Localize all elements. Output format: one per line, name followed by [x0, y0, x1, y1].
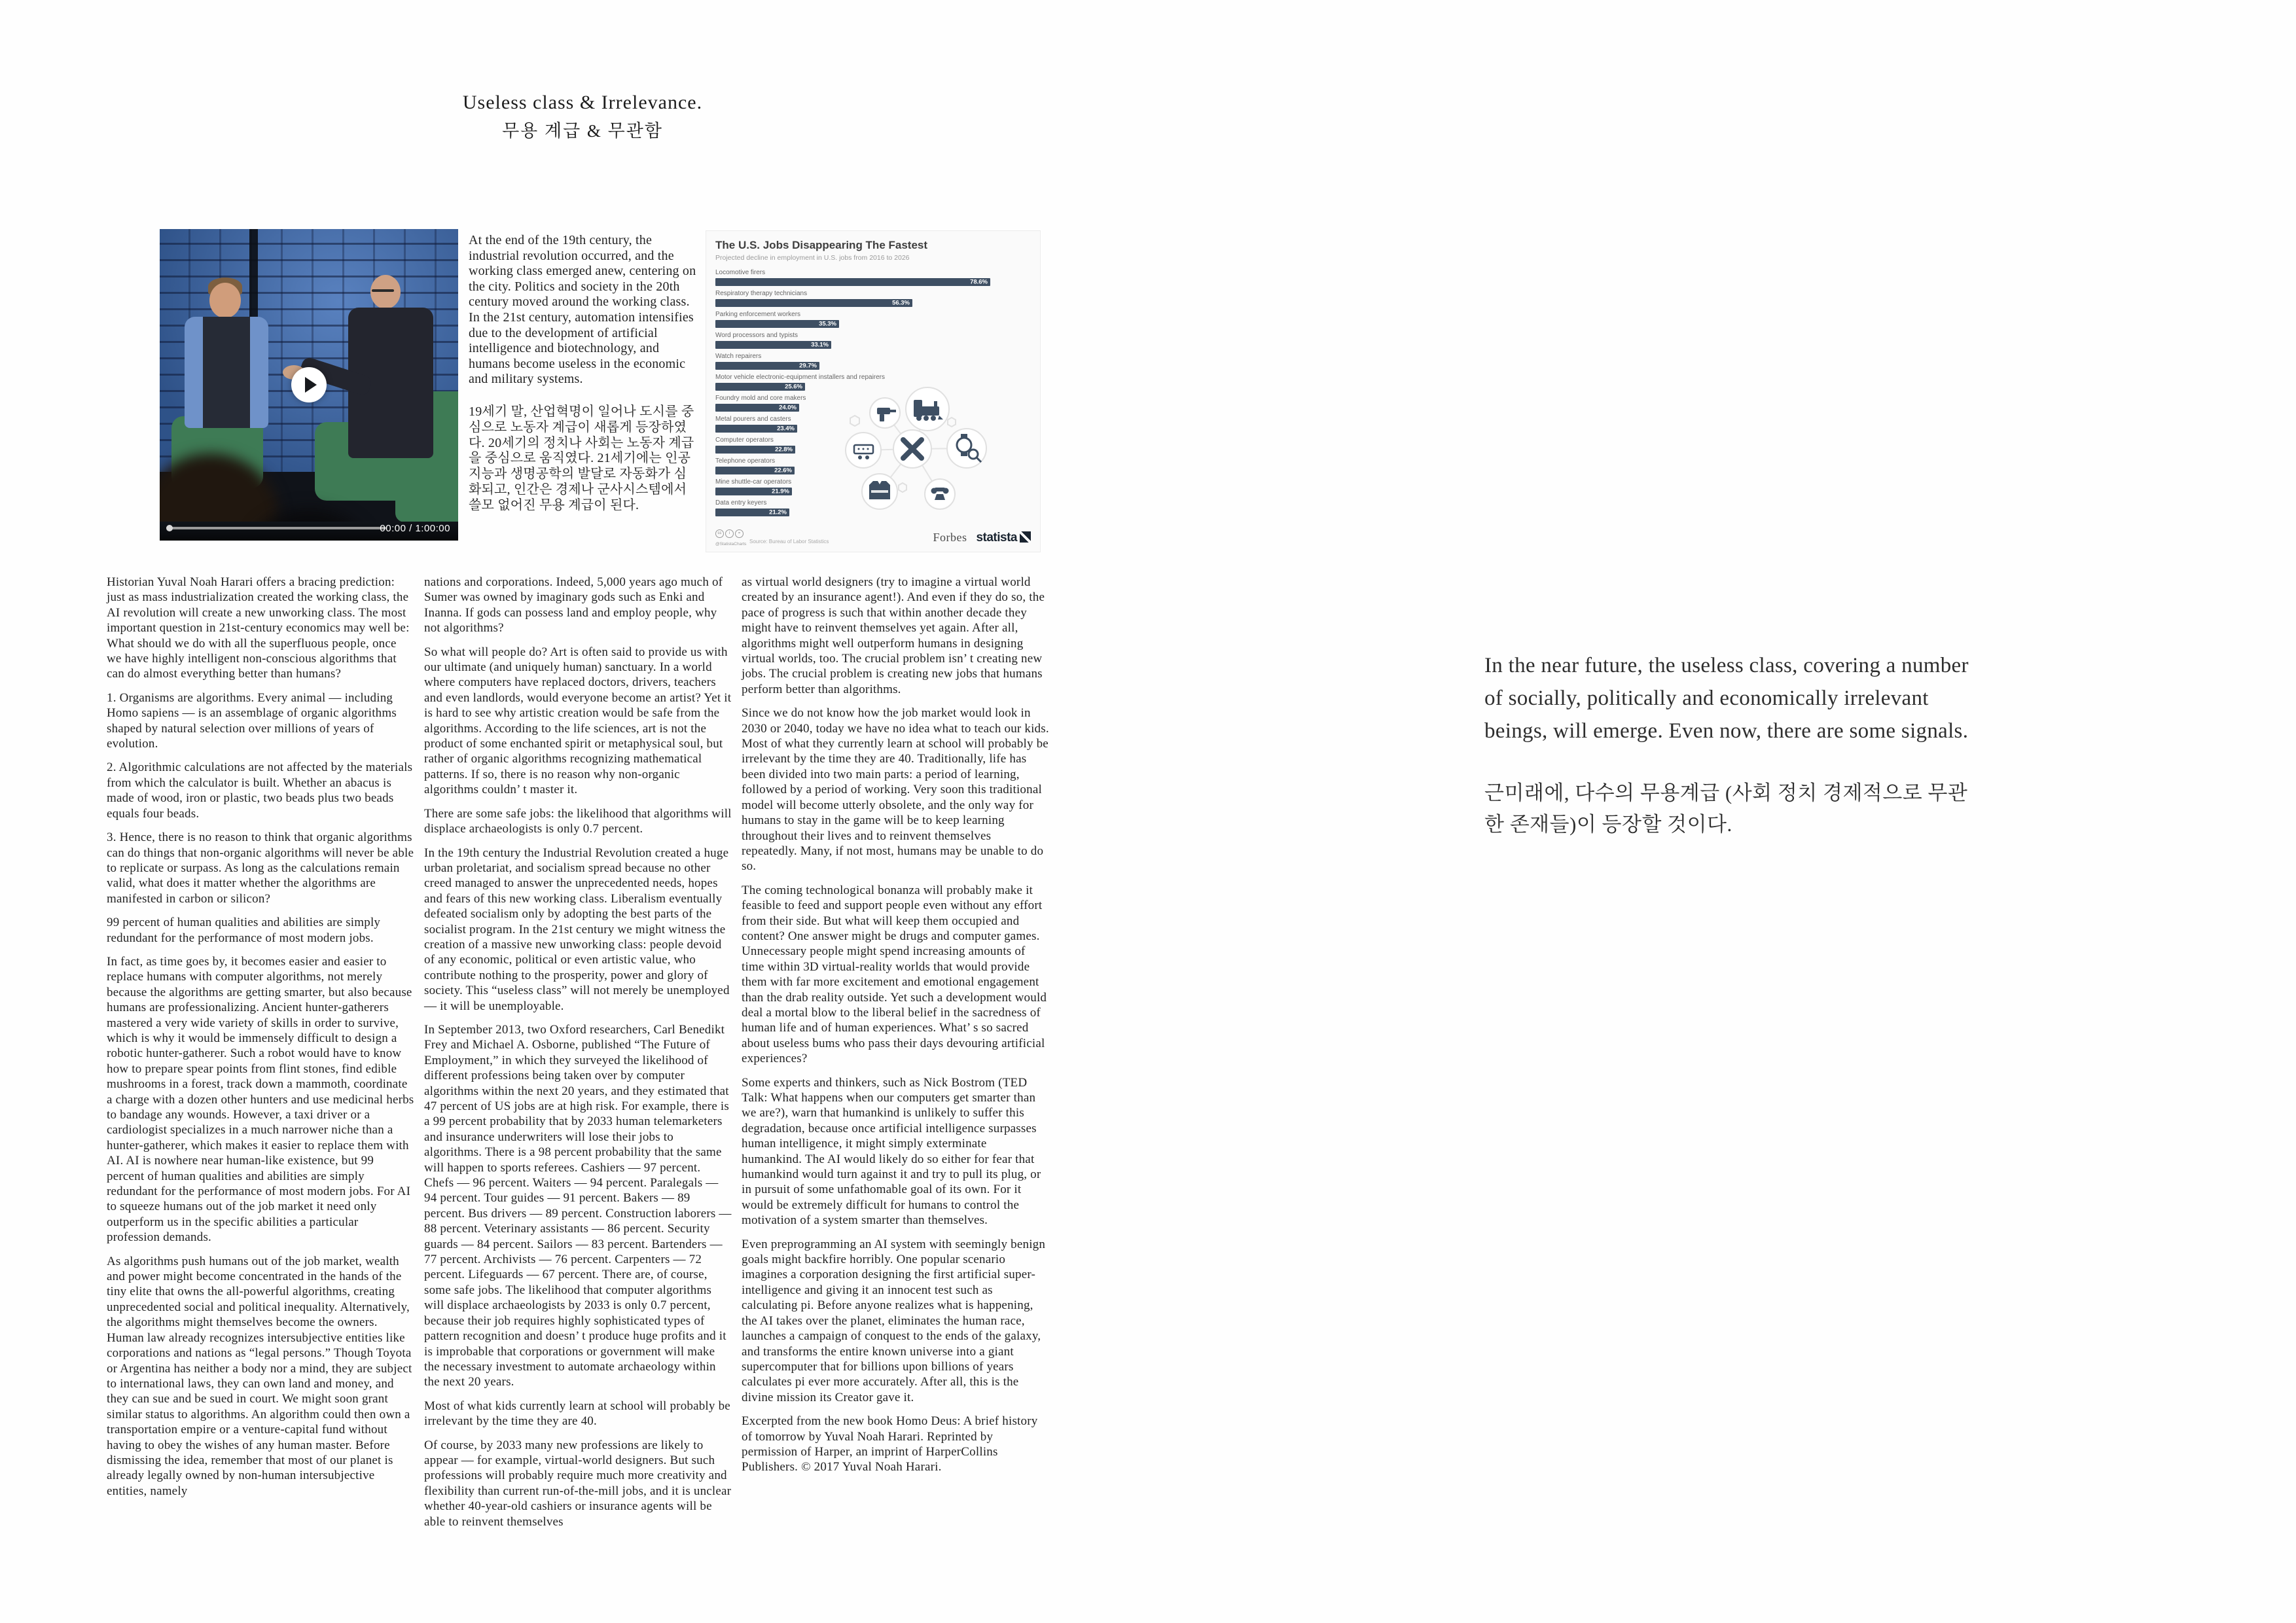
- body-paragraph: As algorithms push humans out of the job market, wealth and power might become concentrated in the hands of the tiny elite that owns the all-powerful algorithms, creating unprecedented social and political inequality. Alternatively, the algorithms might themselves become the owners. Human law already recognizes intersubjective entities like corporations and nations as “legal persons.” Though Toyota or Argentina has neither a body nor a mind, they are subject to international laws, they can own land and money, and they can sue and be sued in court. We might soon grant similar status to algorithms. An algorithm could then own a transportation empire or a venture-capital fund without having to obey the wishes of any human master. Before dismissing the idea, remember that most of our planet is already legally owned by non-human intersubjective entities, namely: [107, 1254, 412, 1498]
- pull-quote-korean: 근미래에, 다수의 무용계급 (사회 정치 경제적으로 무관한 존재들)이 등장할 것이다.: [1484, 781, 1968, 836]
- creative-commons-icons: [715, 529, 746, 546]
- video-thumbnail[interactable]: [160, 229, 458, 541]
- bar: [715, 278, 990, 286]
- body-paragraph: 2. Algorithmic calculations are not affected by the materials from which the calculator is built. Whether an abacus is made of wood, iron or plastic, two beads plus two beads equals four beads.: [107, 760, 413, 821]
- chart-source: Source: Bureau of Labor Statistics: [749, 539, 829, 544]
- bar-category-label: Telephone operators: [715, 457, 776, 465]
- intro-paragraph-korean: 19세기 말, 산업혁명이 일어나 도시를 중심으로 노동자 계급이 새롭게 등장하였다. 20세기의 정치나 사회는 노동자 계급을 중심으로 움직였다. 21세기에는 인공지능과 생명공학의 발달로 자동화가 심화되고, 인간은 경제나 군사시스템에서 쓸모 없어진 무용 계급이 된다.: [469, 404, 694, 512]
- bar-category-label: Data entry keyers: [715, 499, 767, 507]
- intro-paragraph-english: At the end of the 19th century, the industrial revolution occurred, and the working class emerged anew, centering on the city. Politics and society in the 20th century moved around the working class. In the 21st century, automation intensifies due to the development of artificial intelligence and biotechnology, and humans become useless in the economic and military systems.: [469, 233, 696, 387]
- speaker-left: [178, 280, 283, 463]
- chart-subtitle: Projected decline in employment in U.S. jobs from 2016 to 2026: [715, 254, 910, 262]
- body-paragraph: Of course, by 2033 many new professions are likely to appear — for example, virtual-world designers. But such professions will probably require much more creativity and flexibility than current run-of-the-mill jobs, and it is unclear whether 40-year-old cashiers or insurance agents will be able to reinvent themselves: [424, 1438, 732, 1529]
- body-paragraph: In the 19th century the Industrial Revolution created a huge urban proletariat, and socialism spread because no other creed managed to answer the unprecedented needs, hopes and fears of this new working class. Liberalism eventually defeated socialism only by adopting the best parts of the socialist program. In the 21st century we might witness the creation of a massive new unworking class: people devoid of any economic, political or even artistic value, who contribute nothing to the prosperity, power and glory of society. This “useless class” will not merely be unemployed — it will be unemployable.: [424, 846, 730, 1013]
- body-paragraph: 1. Organisms are algorithms. Every animal — including Homo sapiens — is an assemblage of organic algorithms shaped by natural selection over millions of years of evolution.: [107, 690, 397, 751]
- bar-value-label: 23.4%: [777, 425, 795, 433]
- bar: [715, 362, 819, 370]
- body-paragraph: In September 2013, two Oxford researchers, Carl Benedikt Frey and Michael A. Osborne, published “The Future of Employment,” in which they surveyed the likelihood of different professions being taken over by computer algorithms within the next 20 years, and they estimated that 47 percent of US jobs are at high risk. For example, there is a 99 percent probability that by 2033 human telemarketers and insurance underwriters will lose their jobs to algorithms. There is a 98 percent probability that the same will happen to sports referees. Cashiers — 97 percent. Chefs — 96 percent. Waiters — 94 percent. Paralegals — 94 percent. Tour guides — 91 percent. Bakers — 89 percent. Bus drivers — 89 percent. Construction laborers — 88 percent. Veterinary assistants — 86 percent. Security guards — 84 percent. Sailors — 83 percent. Bartenders — 77 percent. Archivists — 76 percent. Carpenters — 72 percent. Lifeguards — 67 percent. There are, of course, some safe jobs. The likelihood that computer algorithms will displace archaeologists by 2033 is only 0.7 percent, because their job requires highly sophisticated types of pattern recognition and doesn’ t produce huge profits and it is improbable that corporations or government will make the necessary investment to automate archaeology within the next 20 years.: [424, 1022, 732, 1389]
- chart-bar-row: [715, 499, 1031, 516]
- bar-value-label: 35.3%: [819, 320, 836, 328]
- bar: [715, 446, 795, 454]
- bar-value-label: 56.3%: [892, 299, 910, 307]
- bar-category-label: Word processors and typists: [715, 332, 798, 339]
- body-paragraph: Some experts and thinkers, such as Nick Bostrom (TED Talk: What happens when our computers get smarter than we are?), warn that humankind is unlikely to suffer this degradation, because once artificial intelligence surpasses human intelligence, it might simply exterminate humankind. The AI would likely do so either for fear that humankind would turn against it and try to pull its plug, or in pursuit of some unfathomable goal of its own. For it would be extremely difficult for humans to control the motivation of a system smarter than themselves.: [742, 1075, 1041, 1228]
- bar: [715, 299, 912, 307]
- page-title: Useless class & Irrelevance.: [462, 92, 703, 113]
- play-button[interactable]: [291, 367, 327, 402]
- bar-category-label: Mine shuttle-car operators: [715, 478, 792, 486]
- statista-logo: statista: [976, 531, 1017, 544]
- body-paragraph: Excerpted from the new book Homo Deus: A brief history of tomorrow by Yuval Noah Harari. Reprinted by permission of Harper, an imprint of HarperCollins Publishers. © 2017 Yuval Noah Harari.: [742, 1414, 1038, 1474]
- chart-bar-row: [715, 269, 1031, 286]
- bar: [715, 508, 789, 516]
- statista-chart: [706, 230, 1041, 552]
- bar: [715, 488, 792, 495]
- body-paragraph: In fact, as time goes by, it becomes easier and easier to replace humans with computer algorithms, not merely because the algorithms are getting smarter, but also because humans are professionalizing. Ancient hunter-gatherers mastered a very wide variety of skills in order to survive, which is why it would be immensely difficult to design a robotic hunter-gatherer. Such a robot would have to know how to prepare spear points from flint stones, find edible mushrooms in a forest, track down a mammoth, coordinate a charge with a dozen other hunters and use medicinal herbs to bandage any wounds. However, a taxi driver or a cardiologist specializes in a much narrower niche than a hunter-gatherer, which makes it easier to replace them with AI. AI is nowhere near human-like existence, but 99 percent of human qualities and abilities are simply redundant for the performance of most modern jobs. For AI to squeeze humans out of the job market it need only outperform us in the specific abilities a particular profession demands.: [107, 954, 414, 1245]
- body-paragraph: 3. Hence, there is no reason to think that organic algorithms can do things that non-organic algorithms will never be able to replicate or surpass. As long as the calculations remain valid, what does it matter whether the algorithms are manifested in carbon or silicon?: [107, 830, 414, 906]
- body-paragraph: Historian Yuval Noah Harari offers a bracing prediction: just as mass industrialization created the working class, the AI revolution will create a new unworking class. The most important question in 21st-century economics may well be: What should we do with all the superfluous people, once we have highly intelligent non-conscious algorithms that can do almost everything better than humans?: [107, 575, 410, 681]
- speaker-left-head: [209, 283, 241, 318]
- bar-category-label: Foundry mold and core makers: [715, 395, 806, 402]
- body-column-2: [424, 575, 732, 1538]
- bar-category-label: Respiratory therapy technicians: [715, 290, 808, 297]
- body-paragraph: 99 percent of human qualities and abilities are simply redundant for the performance of most modern jobs.: [107, 916, 381, 945]
- bar-category-label: Computer operators: [715, 437, 774, 444]
- bar-value-label: 29.7%: [799, 362, 817, 370]
- chart-bar-row: [715, 332, 1031, 349]
- speaker-right-glasses: [372, 289, 394, 292]
- body-column-1: [107, 575, 414, 1507]
- speaker-right: [323, 275, 448, 491]
- body-paragraph: as virtual world designers (try to imagine a virtual world created by an insurance agent!). And even if they do so, the pace of progress is such that within another decade they might have to reinvent themselves yet again. After all, algorithms might well outperform humans in designing virtual worlds, too. The crucial problem isn’ t creating new jobs. The crucial problem is creating new jobs that humans perform better than algorithms.: [742, 575, 1045, 696]
- chart-bar-row: [715, 290, 1031, 307]
- bar: [715, 404, 799, 412]
- forbes-logo: Forbes: [933, 531, 967, 544]
- bar-value-label: 25.6%: [785, 383, 802, 391]
- body-paragraph: nations and corporations. Indeed, 5,000 years ago much of Sumer was owned by imaginary gods such as Enki and Inanna. If gods can possess land and employ people, why not algorithms?: [424, 575, 723, 635]
- video-timestamp: 00:00 / 1:00:00: [380, 523, 450, 534]
- body-paragraph: So what will people do? Art is often said to provide us with our ultimate (and uniquely human) sanctuary. In a world where computers have replaced doctors, drivers, teachers and even landlords, would everyone become an artist? Yet it is hard to see why artistic creation would be safe from the algorithms. According to the life sciences, art is not the product of some enchanted spirit or metaphysical soul, but rather of organic algorithms recognizing mathematical patterns. If so, there is no reason why non-organic algorithms couldn’ t master it.: [424, 645, 732, 797]
- intro-column: [469, 233, 699, 514]
- pull-quote: [1484, 649, 1969, 840]
- bar: [715, 425, 797, 433]
- chart-footer: [715, 529, 1031, 546]
- bar-value-label: 22.8%: [775, 446, 793, 454]
- bar-value-label: 78.6%: [970, 278, 988, 286]
- play-icon: [305, 377, 317, 393]
- page-title-block: [386, 90, 779, 143]
- statista-logo-icon: [1020, 531, 1031, 543]
- body-paragraph: Most of what kids currently learn at school will probably be irrelevant by the time they are 40.: [424, 1399, 730, 1429]
- bar-category-label: Metal pourers and casters: [715, 416, 791, 423]
- bar-category-label: Watch repairers: [715, 353, 762, 360]
- chart-title: The U.S. Jobs Disappearing The Fastest: [715, 239, 928, 251]
- chart-bar-row: [715, 395, 1031, 412]
- body-paragraph: The coming technological bonanza will probably make it feasible to feed and support people even without any effort from their side. But what will keep them occupied and content? One answer might be drugs and computer games. Unnecessary people might spend increasing amounts of time within 3D virtual-reality worlds that would provide them with far more excitement and emotional engagement than the drab reality outside. Yet such a development would deal a mortal blow to the liberal belief in the sacredness of human life and of human experiences. What’ s so sacred about useless bums who pass their days devouring artificial experiences?: [742, 883, 1047, 1066]
- chart-bar-row: [715, 478, 1031, 495]
- speaker-left-torso: [185, 317, 268, 428]
- pull-quote-english: In the near future, the useless class, covering a number of socially, politically and economically irrelevant beings, will emerge. Even now, there are some signals.: [1484, 654, 1969, 743]
- page-title-korean: 무용 계급 & 무관함: [502, 121, 663, 141]
- bar-value-label: 21.2%: [769, 508, 787, 516]
- bar-category-label: Parking enforcement workers: [715, 311, 801, 318]
- bar-category-label: Motor vehicle electronic-equipment installers and repairers: [715, 374, 886, 381]
- chart-bar-row: [715, 437, 1031, 454]
- bar-value-label: 33.1%: [811, 341, 829, 349]
- body-paragraph: Since we do not know how the job market would look in 2030 or 2040, today we have no idea what to teach our kids. Most of what they currently learn at school will probably be irrelevant by the time they are 40. Traditionally, life has been divided into two main parts: a period of learning, followed by a period of working. Very soon this traditional model will become utterly obsolete, and the only way for humans to stay in the game will be to keep learning throughout their lives and to reinvent themselves repeatedly. Many, if not most, humans may be unable to do so.: [742, 706, 1049, 874]
- body-column-3: [742, 575, 1049, 1484]
- bar: [715, 383, 805, 391]
- bar: [715, 467, 795, 474]
- chart-bar-row: [715, 374, 1031, 391]
- bar-value-label: 21.9%: [772, 488, 789, 495]
- cc-nd-icon: =: [735, 529, 744, 538]
- body-paragraph: Even preprogramming an AI system with seemingly benign goals might backfire horribly. One popular scenario imagines a corporation designing the first artificial super-intelligence and giving it an innocent test such as calculating pi. Before anyone realizes what is happening, the AI takes over the planet, eliminates the human race, launches a campaign of conquest to the ends of the galaxy, and transforms the entire known universe into a giant supercomputer that for billions upon billions of years calculates pi ever more accurately. After all, this is the divine mission its Creator gave it.: [742, 1237, 1046, 1404]
- bar-value-label: 24.0%: [779, 404, 797, 412]
- cc-icon: cc: [715, 529, 724, 538]
- chart-attribution: @StatistaCharts: [715, 542, 747, 546]
- bar-category-label: Locomotive firers: [715, 269, 766, 276]
- video-progress-bar[interactable]: [166, 527, 386, 529]
- bar: [715, 341, 831, 349]
- cc-by-icon: i: [725, 529, 734, 538]
- chart-bar-row: [715, 416, 1031, 433]
- bar-value-label: 22.6%: [774, 467, 792, 474]
- chart-bar-row: [715, 353, 1031, 370]
- chart-bars: [715, 269, 1031, 516]
- chart-bar-row: [715, 311, 1031, 328]
- speaker-right-head: [370, 275, 401, 309]
- bar: [715, 320, 839, 328]
- body-paragraph: There are some safe jobs: the likelihood that algorithms will displace archaeologists is only 0.7 percent.: [424, 806, 732, 836]
- chart-bar-row: [715, 457, 1031, 474]
- video-progress-handle[interactable]: [166, 525, 173, 531]
